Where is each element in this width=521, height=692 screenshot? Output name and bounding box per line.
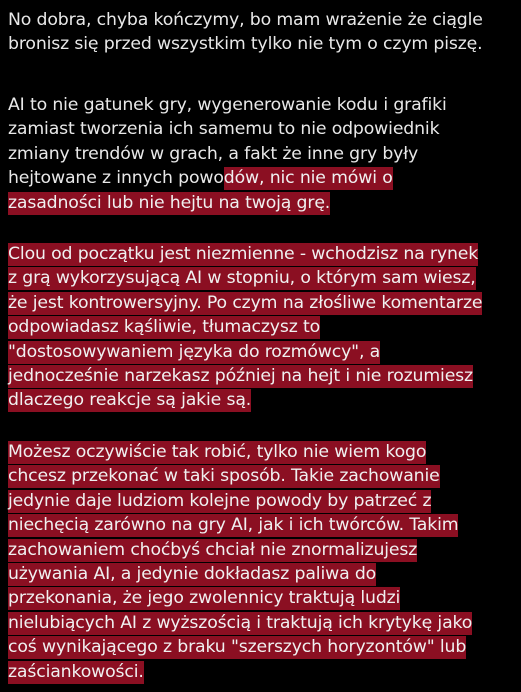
paragraph-3 bbox=[8, 242, 518, 413]
paragraph-1 bbox=[8, 8, 518, 57]
paragraph-2 bbox=[8, 93, 518, 215]
paragraph-3-highlighted-text[interactable]: Clou od początku jest niezmienne - wchodzisz na rynek z grą wykorzysującą AI w stopniu, o którym sam wiesz, że jest kontrowersyjny. Po czym na złośliwe komentarze odpowiadasz kąśliwie, tłumaczysz to "dostosowywaniem języka do rozmówcy", a jednocześnie narzekasz później na hejt i nie rozumiesz dlaczego reakcje są jakie są. bbox=[8, 244, 483, 411]
paragraph-2-text: AI to nie gatunek gry, wygenerowanie kodu i grafiki zamiast tworzenia ich samemu to nie odpowiednik zmiany trendów w grach, a fakt że inne gry były hejtowane z innych powo bbox=[8, 95, 447, 189]
paragraph-4 bbox=[8, 440, 518, 684]
paragraph-4-highlighted-text[interactable]: Możesz oczywiście tak robić, tylko nie wiem kogo chcesz przekonać w taki sposób. Takie zachowanie jedynie daje ludziom kolejne powody by patrzeć z niechęcią zarówno na gry AI, jak i ich twórców. Takim zachowaniem choćbyś chciał nie znormalizujesz używania AI, a jedynie dokładasz paliwa do przekonania, że jego zwolennicy traktują ludzi nielubiących AI z wyższością i traktują ich krytykę jako coś wynikającego z braku "szerszych horyzontów" lub zaściankowości. bbox=[8, 442, 473, 682]
paragraph-2-highlighted-text[interactable]: dów, nic nie mówi o zasadności lub nie hejtu na twoją grę. bbox=[8, 168, 393, 213]
paragraph-1-text: No dobra, chyba kończymy, bo mam wrażenie że ciągle bronisz się przed wszystkim tylko nie tym o czym piszę. bbox=[8, 10, 483, 55]
